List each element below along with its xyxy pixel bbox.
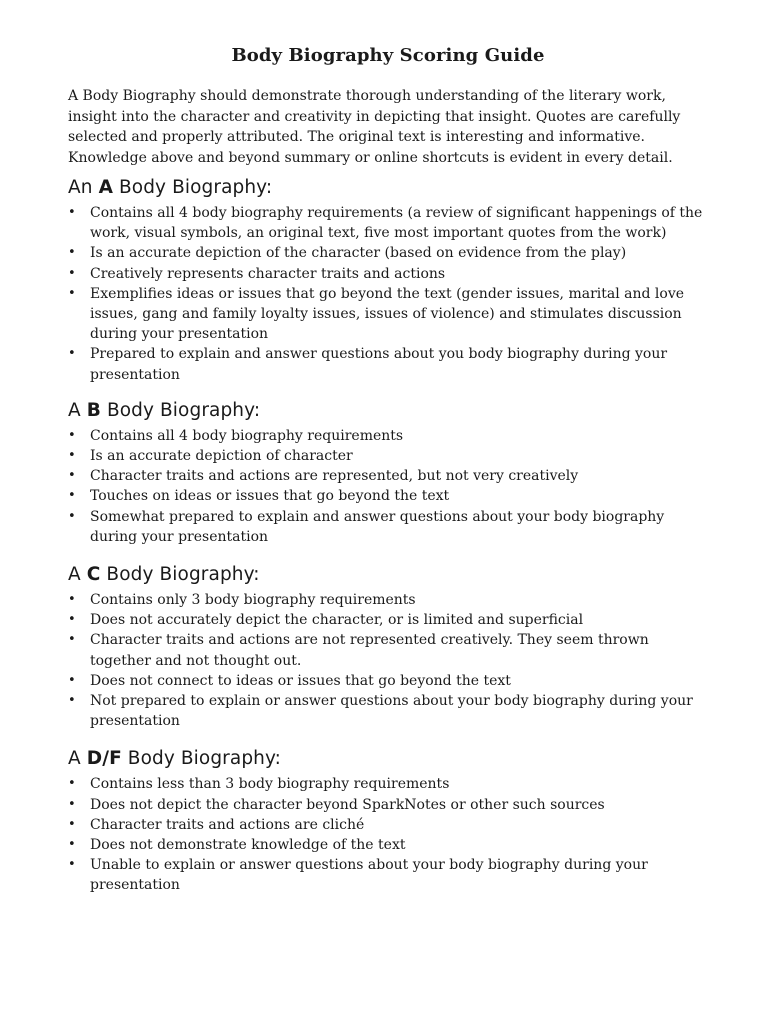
- heading-grade: C: [86, 564, 101, 586]
- intro-paragraph: A Body Biography should demonstrate thorough understanding of the literary work, insight into the character and creativity in depicting that insight. Quotes are carefully selected and properly attributed. The original text is interesting and informative. Knowledge above and beyond summary or online shortcuts is evident in every detail.: [68, 88, 681, 166]
- criteria-text: Creatively represents character traits and actions: [90, 265, 446, 282]
- bullet-icon: •: [68, 612, 76, 628]
- heading-suffix: Body Biography:: [118, 177, 273, 198]
- heading-grade: D/F: [86, 748, 122, 770]
- bullet-icon: •: [68, 468, 76, 484]
- criteria-item: [68, 507, 708, 547]
- heading-prefix: A: [68, 748, 81, 770]
- criteria-text: Does not demonstrate knowledge of the text: [90, 837, 406, 854]
- criteria-item: [68, 795, 708, 815]
- criteria-item: [68, 671, 708, 691]
- criteria-item: [68, 815, 708, 835]
- heading-prefix: A: [68, 564, 81, 586]
- bullet-icon: •: [68, 816, 76, 832]
- bullet-icon: •: [68, 265, 76, 281]
- heading-suffix: Body Biography:: [106, 564, 260, 586]
- section-heading-a: [68, 176, 708, 200]
- section-grade-c: [68, 563, 708, 731]
- criteria-item: [68, 264, 708, 284]
- criteria-text: Exemplifies ideas or issues that go beyond the text (gender issues, marital and love issues, gang and family loyalty issues, issues of violence) and stimulates discussion during your presentation: [90, 285, 685, 343]
- heading-prefix: An: [68, 177, 93, 198]
- document-page: [68, 44, 708, 896]
- criteria-item: [68, 426, 708, 446]
- criteria-item: [68, 691, 708, 731]
- criteria-text: Contains all 4 body biography requirements: [90, 427, 404, 444]
- bullet-icon: •: [68, 693, 76, 709]
- bullet-icon: •: [68, 837, 76, 853]
- section-grade-df: [68, 747, 708, 895]
- criteria-list-c: [68, 590, 708, 731]
- criteria-item: [68, 630, 708, 670]
- criteria-item: [68, 855, 708, 895]
- criteria-item: [68, 203, 708, 243]
- criteria-item: [68, 446, 708, 466]
- bullet-icon: •: [68, 488, 76, 504]
- bullet-icon: •: [68, 346, 76, 362]
- bullet-icon: •: [68, 205, 76, 220]
- heading-suffix: Body Biography:: [106, 399, 261, 421]
- criteria-text: Character traits and actions are not represented creatively. They seem thrown together and not thought out.: [90, 632, 649, 669]
- criteria-text: Is an accurate depiction of the character (based on evidence from the play): [90, 245, 627, 262]
- section-heading-df: [68, 747, 708, 771]
- criteria-text: Character traits and actions are represented, but not very creatively: [90, 468, 579, 485]
- bullet-icon: •: [68, 776, 76, 792]
- bullet-icon: •: [68, 796, 76, 812]
- criteria-text: Does not accurately depict the character, or is limited and superficial: [90, 612, 584, 629]
- bullet-icon: •: [68, 592, 76, 608]
- criteria-list-b: [68, 426, 708, 547]
- bullet-icon: •: [68, 857, 76, 873]
- criteria-item: [68, 466, 708, 486]
- bullet-icon: •: [68, 448, 76, 464]
- section-heading-c: [68, 563, 708, 587]
- criteria-text: Somewhat prepared to explain and answer questions about your body biography during your presentation: [90, 508, 665, 545]
- criteria-item: [68, 590, 708, 610]
- criteria-text: Not prepared to explain or answer questions about your body biography during your presentation: [90, 693, 693, 730]
- bullet-icon: •: [68, 427, 76, 443]
- bullet-icon: •: [68, 508, 76, 524]
- heading-grade: B: [86, 399, 101, 421]
- heading-grade: A: [98, 177, 113, 198]
- criteria-list-a: [68, 203, 708, 385]
- bullet-icon: •: [68, 245, 76, 261]
- criteria-text: Prepared to explain and answer questions about you body biography during your presentation: [90, 346, 668, 383]
- criteria-item: [68, 486, 708, 506]
- criteria-text: Contains all 4 body biography requirements (a review of significant happenings of the work, visual symbols, an original text, five most important quotes from the work): [90, 205, 703, 242]
- criteria-text: Character traits and actions are cliché: [90, 816, 365, 833]
- bullet-icon: •: [68, 632, 76, 648]
- heading-prefix: A: [68, 399, 81, 421]
- bullet-icon: •: [68, 672, 76, 688]
- criteria-item: [68, 610, 708, 630]
- criteria-text: Contains only 3 body biography requirements: [90, 592, 416, 609]
- criteria-text: Does not connect to ideas or issues that go beyond the text: [90, 672, 511, 689]
- section-heading-b: [68, 399, 708, 423]
- criteria-item: [68, 835, 708, 855]
- criteria-text: Contains less than 3 body biography requirements: [90, 776, 450, 793]
- criteria-text: Is an accurate depiction of character: [90, 448, 353, 465]
- criteria-text: Does not depict the character beyond SparkNotes or other such sources: [90, 796, 605, 813]
- criteria-item: [68, 344, 708, 384]
- criteria-text: Unable to explain or answer questions about your body biography during your presentation: [90, 857, 648, 894]
- criteria-item: [68, 284, 708, 345]
- criteria-list-df: [68, 774, 708, 895]
- section-grade-b: [68, 399, 708, 547]
- criteria-item: [68, 774, 708, 794]
- document-title: Body Biography Scoring Guide: [231, 45, 545, 66]
- heading-suffix: Body Biography:: [127, 748, 282, 770]
- criteria-item: [68, 243, 708, 263]
- section-grade-a: [68, 176, 708, 385]
- bullet-icon: •: [68, 285, 76, 301]
- criteria-text: Touches on ideas or issues that go beyond the text: [90, 488, 450, 505]
